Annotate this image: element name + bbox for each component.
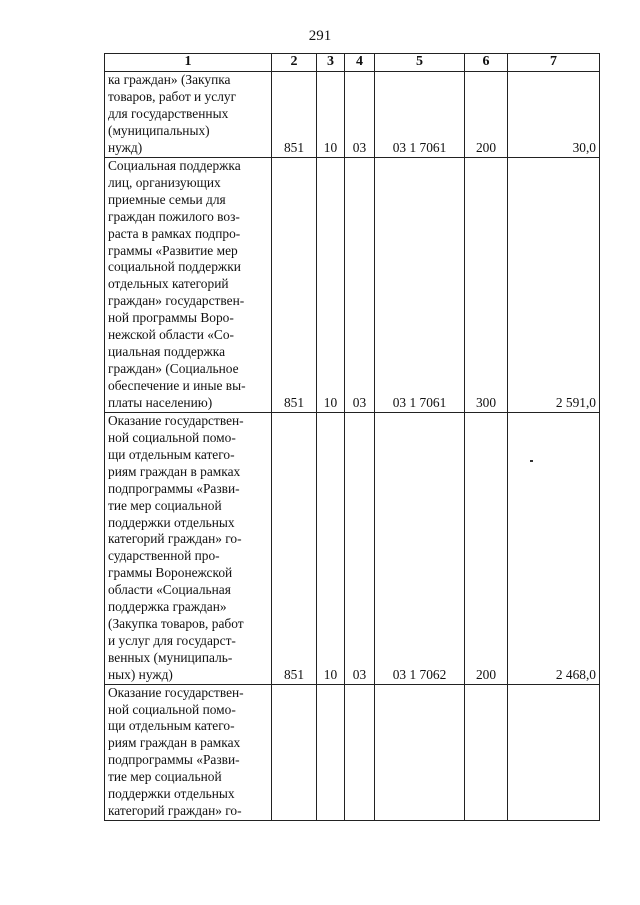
cell-target: 03 1 7062 [375, 412, 465, 684]
cell-amount: 2 591,0 [508, 158, 600, 413]
column-header-3: 3 [317, 54, 345, 72]
cell-section: 10 [317, 158, 345, 413]
page-number: 291 [308, 28, 332, 44]
cell-type: 200 [465, 412, 508, 684]
budget-table [104, 53, 600, 821]
cell-type [465, 684, 508, 820]
cell-type: 200 [465, 72, 508, 158]
table-row [105, 72, 600, 158]
cell-amount: 2 468,0 [508, 412, 600, 684]
column-header-7: 7 [508, 54, 600, 72]
column-header-6: 6 [465, 54, 508, 72]
column-header-5: 5 [375, 54, 465, 72]
cell-target: 03 1 7061 [375, 158, 465, 413]
cell-section: 10 [317, 412, 345, 684]
cell-code: 851 [272, 72, 317, 158]
cell-amount [508, 684, 600, 820]
column-header-4: 4 [345, 54, 375, 72]
row-description: Оказание государствен- ной социальной помо- щи отдельным катего- риям граждан в рамках подпрограммы «Разви- тие мер социальной поддержки отдельных категорий граждан» го- [105, 684, 272, 820]
cell-section: 10 [317, 72, 345, 158]
column-header-2: 2 [272, 54, 317, 72]
cell-subsection: 03 [345, 72, 375, 158]
cell-subsection: 03 [345, 412, 375, 684]
cell-code: 851 [272, 158, 317, 413]
cell-subsection [345, 684, 375, 820]
cell-section [317, 684, 345, 820]
scan-speck [530, 460, 533, 462]
cell-code [272, 684, 317, 820]
row-description: Социальная поддержка лиц, организующих приемные семьи для граждан пожилого воз- раста в рамках подпро- граммы «Развитие мер социальной поддержки отдельных категорий граждан» государствен- ной программы Воро- нежской области «Со- циальная поддержка граждан» (Социальное обеспечение и иные вы- платы населению) [105, 158, 272, 413]
cell-type: 300 [465, 158, 508, 413]
table-row [105, 412, 600, 684]
cell-subsection: 03 [345, 158, 375, 413]
cell-amount: 30,0 [508, 72, 600, 158]
row-description: Оказание государствен- ной социальной помо- щи отдельным катего- риям граждан в рамках подпрограммы «Разви- тие мер социальной поддержки отдельных категорий граждан» го- сударственной про- граммы Воронежской области «Социальная поддержка граждан» (Закупка товаров, работ и услуг для государст- венных (муниципаль- ных) нужд) [105, 412, 272, 684]
table-row [105, 158, 600, 413]
table-header-row [105, 54, 600, 72]
table-row [105, 684, 600, 820]
row-description: ка граждан» (Закупка товаров, работ и услуг для государственных (муниципальных) нужд) [105, 72, 272, 158]
column-header-1: 1 [105, 54, 272, 72]
cell-code: 851 [272, 412, 317, 684]
cell-target [375, 684, 465, 820]
cell-target: 03 1 7061 [375, 72, 465, 158]
